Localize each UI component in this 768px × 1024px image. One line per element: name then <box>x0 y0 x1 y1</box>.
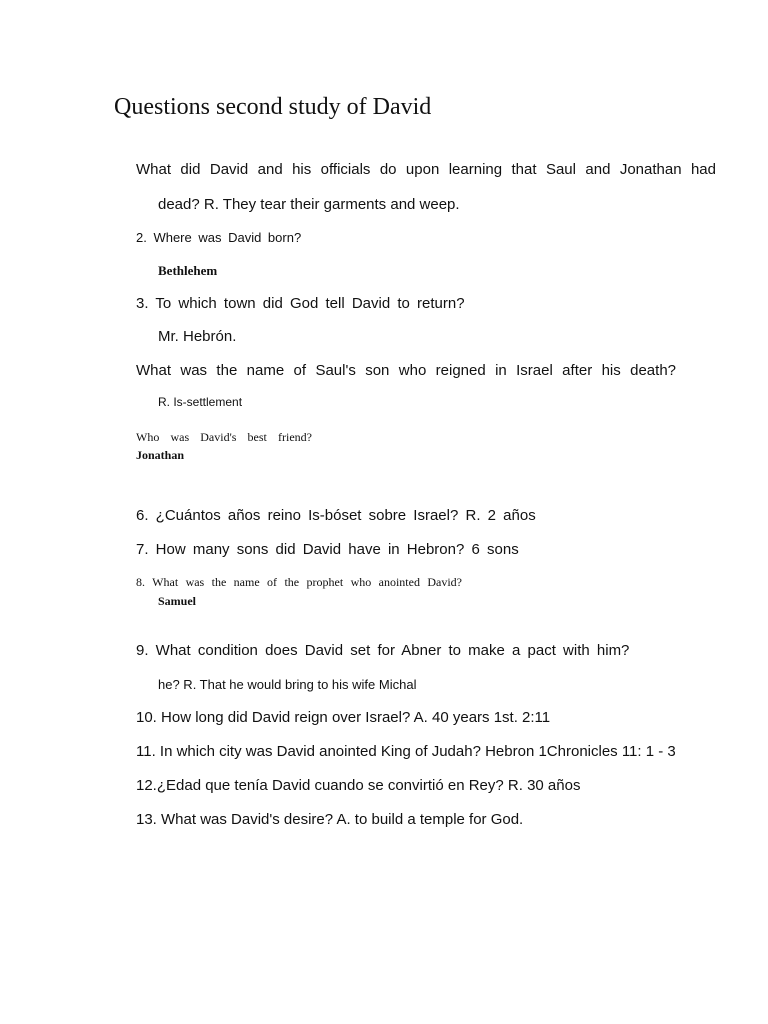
question-13: 13. What was David's desire? A. to build a temple for God. <box>136 811 524 828</box>
question-9: 9. What condition does David set for Abner to make a pact with him? <box>136 642 630 659</box>
question-7: 7. How many sons did David have in Hebron? 6 sons <box>136 541 519 558</box>
answer-9: he? R. That he would bring to his wife Michal <box>158 677 417 692</box>
question-8: 8. What was the name of the prophet who anointed David? <box>136 575 462 589</box>
answer-8: Samuel <box>158 594 197 608</box>
question-4: What was the name of Saul's son who reigned in Israel after his death? <box>136 362 676 379</box>
page-title: Questions second study of David <box>114 94 432 120</box>
answer-5: Jonathan <box>136 448 185 462</box>
question-3: 3. To which town did God tell David to return? <box>136 295 465 312</box>
question-1-line-1: What did David and his officials do upon learning that Saul and Jonathan had <box>136 161 716 178</box>
question-6: 6. ¿Cuántos años reino Is-bóset sobre Israel? R. 2 años <box>136 507 536 524</box>
answer-3: Mr. Hebrón. <box>158 328 237 345</box>
question-2: 2. Where was David born? <box>136 230 302 245</box>
answer-2: Bethlehem <box>158 263 218 278</box>
question-10: 10. How long did David reign over Israel? A. 40 years 1st. 2:11 <box>136 709 551 726</box>
question-5: Who was David's best friend? <box>136 430 312 444</box>
question-12: 12.¿Edad que tenía David cuando se convirtió en Rey? R. 30 años <box>136 777 581 794</box>
answer-4: R. Is-settlement <box>158 395 243 409</box>
question-1-line-2: dead? R. They tear their garments and weep. <box>158 196 460 213</box>
question-11: 11. In which city was David anointed King of Judah? Hebron 1Chronicles 11: 1 - 3 <box>136 743 676 760</box>
